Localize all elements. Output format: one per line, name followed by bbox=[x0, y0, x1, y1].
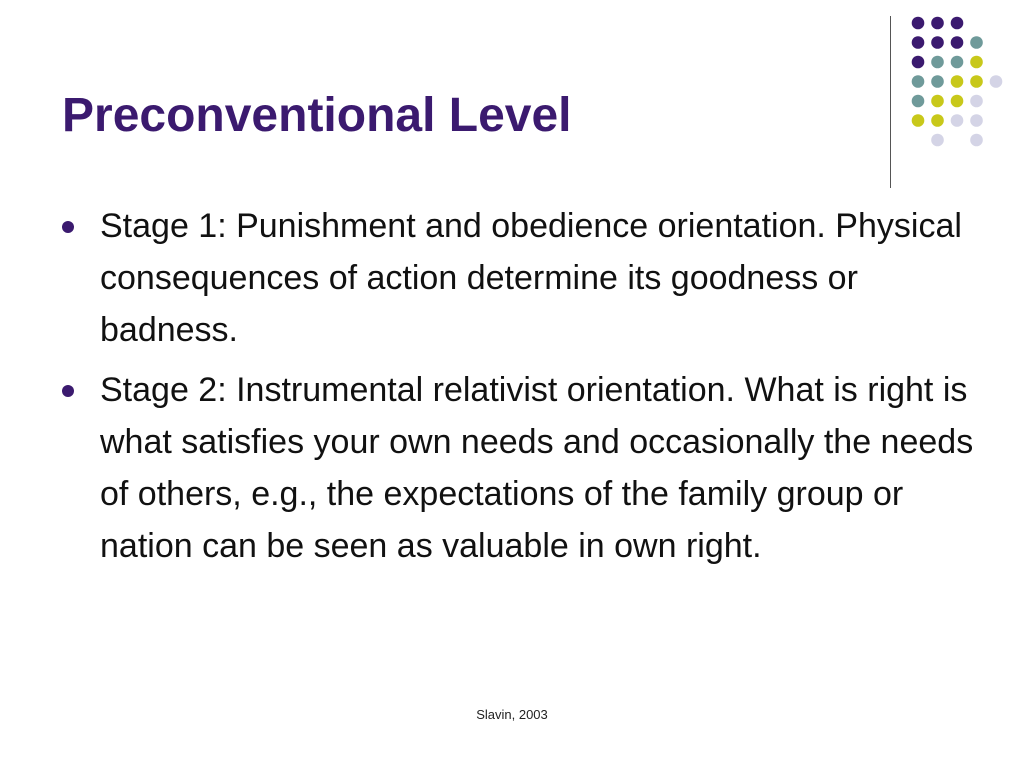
decorative-dot bbox=[951, 75, 964, 88]
decorative-dot bbox=[931, 36, 944, 49]
decorative-dot bbox=[970, 56, 983, 69]
decorative-dot bbox=[990, 75, 1003, 88]
decorative-dot bbox=[951, 56, 964, 69]
bullet-list bbox=[62, 200, 982, 580]
bullet-item-stage-1 bbox=[62, 200, 982, 356]
decorative-dot bbox=[912, 36, 925, 49]
decorative-dot bbox=[912, 75, 925, 88]
decorative-dot bbox=[931, 114, 944, 127]
decorative-dot bbox=[931, 56, 944, 69]
decorative-dot bbox=[951, 17, 964, 30]
decorative-dot bbox=[970, 114, 983, 127]
decorative-dot bbox=[951, 114, 964, 127]
slide-footer: Slavin, 2003 bbox=[476, 707, 548, 722]
decorative-dot bbox=[912, 114, 925, 127]
bullet-text: Stage 1: Punishment and obedience orientation. Physical consequences of action determine its goodness or badness. bbox=[100, 207, 962, 349]
decorative-dot bbox=[912, 56, 925, 69]
decorative-dot bbox=[912, 95, 925, 108]
decorative-dot bbox=[931, 75, 944, 88]
bullet-dot-icon bbox=[62, 221, 74, 233]
decorative-dot bbox=[951, 36, 964, 49]
vertical-divider bbox=[890, 16, 891, 188]
slide-title: Preconventional Level bbox=[62, 89, 572, 142]
decorative-dot bbox=[931, 134, 944, 147]
bullet-item-stage-2 bbox=[62, 364, 982, 572]
decorative-dot bbox=[951, 95, 964, 108]
decorative-dot bbox=[931, 95, 944, 108]
decorative-dot bbox=[970, 36, 983, 49]
bullet-dot-icon bbox=[62, 385, 74, 397]
decorative-dot bbox=[970, 95, 983, 108]
bullet-text: Stage 2: Instrumental relativist orientation. What is right is what satisfies your own needs and occasionally the needs of others, e.g., the expectations of the family group or nation can be seen as valuable in own right. bbox=[100, 371, 974, 565]
decorative-dot bbox=[970, 75, 983, 88]
decorative-dot bbox=[912, 17, 925, 30]
decorative-dot bbox=[970, 134, 983, 147]
decorative-dot bbox=[931, 17, 944, 30]
